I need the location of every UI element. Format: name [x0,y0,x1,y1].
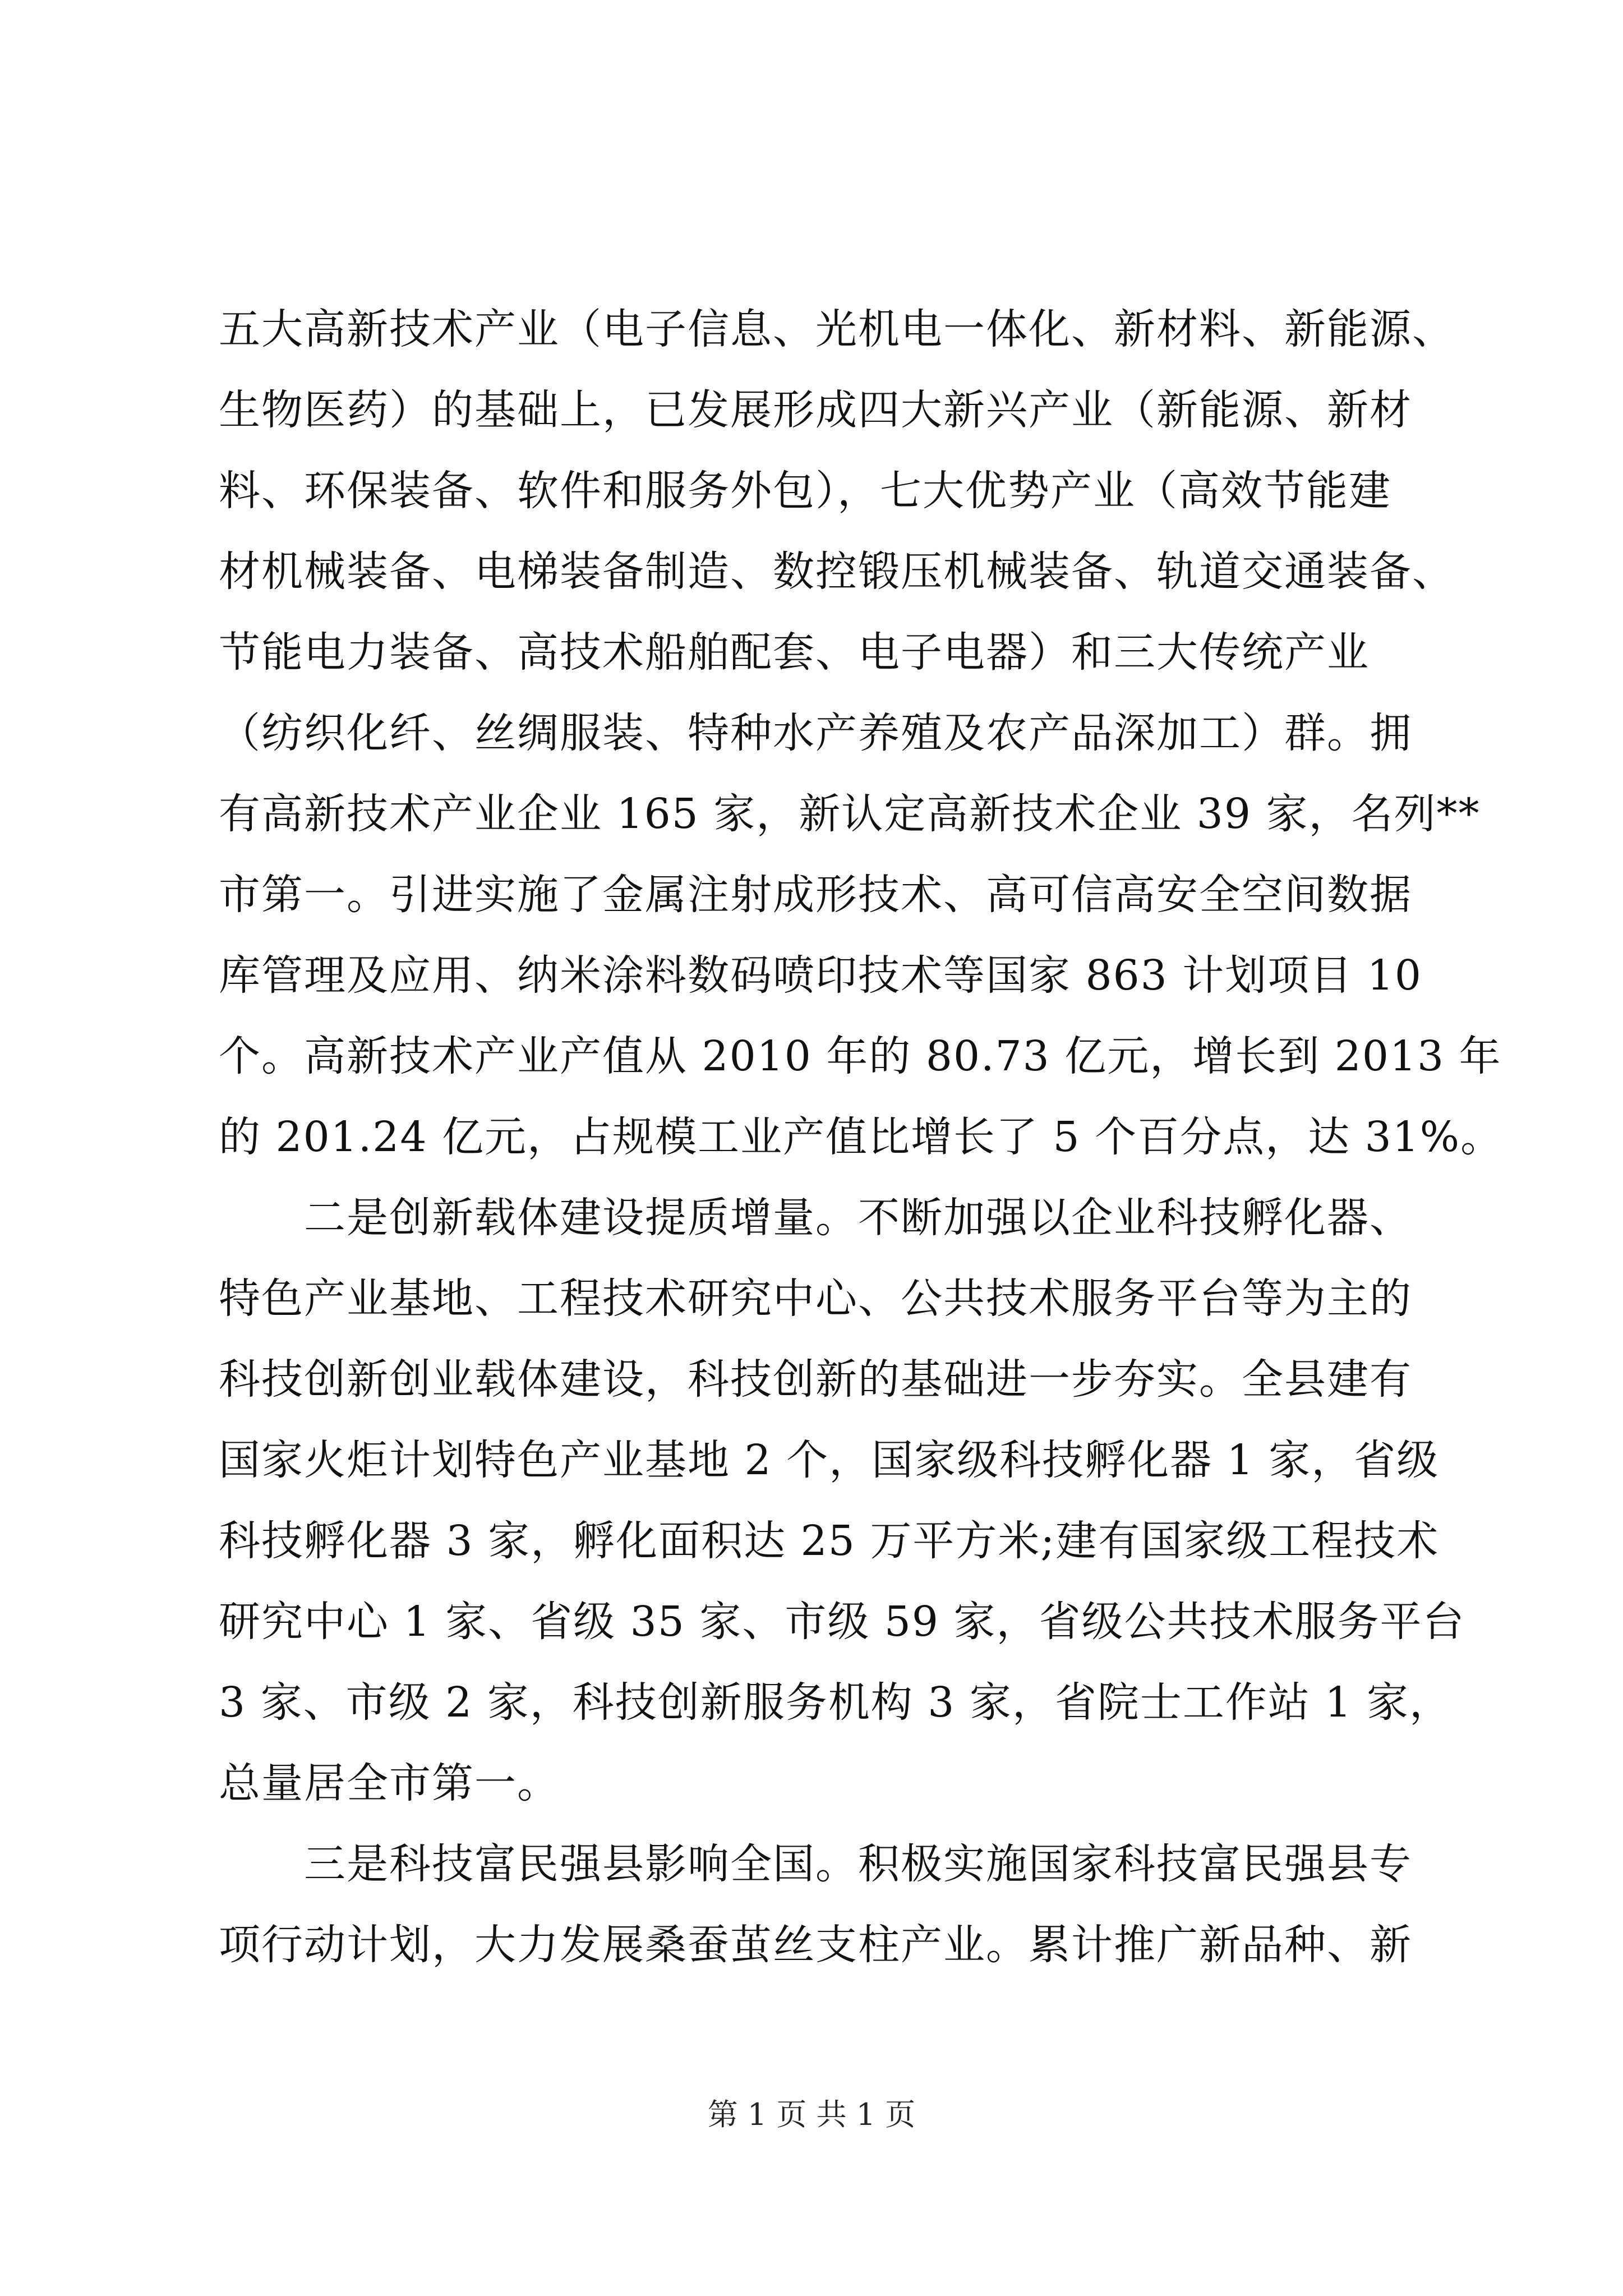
text-line: （纺织化纤、丝绸服装、特种水产养殖及农产品深加工）群。拥 [219,709,1412,757]
text-line: 市第一。引进实施了金属注射成形技术、高可信高安全空间数据 [219,871,1412,919]
paragraph-start-line: 二是创新载体建设提质增量。不断加强以企业科技孵化器、 [304,1194,1412,1242]
text-line: 生物医药）的基础上，已发展形成四大新兴产业（新能源、新材 [219,386,1412,434]
text-line: 的 201.24 亿元，占规模工业产值比增长了 5 个百分点，达 31%。 [219,1113,1504,1161]
text-line: 研究中心 1 家、省级 35 家、市级 59 家，省级公共技术服务平台 [219,1598,1465,1646]
text-line: 有高新技术产业企业 165 家，新认定高新技术企业 39 家，名列** [219,790,1481,838]
text-line: 国家火炬计划特色产业基地 2 个，国家级科技孵化器 1 家，省级 [219,1436,1440,1484]
text-line: 节能电力装备、高技术船舶配套、电子电器）和三大传统产业 [219,628,1370,677]
text-line: 科技孵化器 3 家，孵化面积达 25 万平方米;建有国家级工程技术 [219,1517,1440,1565]
text-line: 料、环保装备、软件和服务外包），七大优势产业（高效节能建 [219,467,1391,515]
text-line: 库管理及应用、纳米涂料数码喷印技术等国家 863 计划项目 10 [219,951,1422,1000]
document-body [219,289,1504,1985]
text-line: 个。高新技术产业产值从 2010 年的 80.73 亿元，增长到 2013 年 [219,1032,1502,1080]
text-line: 项行动计划，大力发展桑蚕茧丝支柱产业。累计推广新品种、新 [219,1921,1412,1969]
text-line: 材机械装备、电梯装备制造、数控锻压机械装备、轨道交通装备、 [219,547,1455,596]
text-line: 特色产业基地、工程技术研究中心、公共技术服务平台等为主的 [219,1274,1412,1323]
text-line: 科技创新创业载体建设，科技创新的基础进一步夯实。全县建有 [219,1355,1412,1404]
page-number-footer: 第 1 页 共 1 页 [707,2097,916,2132]
text-line: 五大高新技术产业（电子信息、光机电一体化、新材料、新能源、 [219,305,1455,353]
text-line: 总量居全市第一。 [219,1759,560,1807]
text-line: 3 家、市级 2 家，科技创新服务机构 3 家，省院士工作站 1 家， [219,1678,1452,1727]
paragraph-start-line: 三是科技富民强县影响全国。积极实施国家科技富民强县专 [304,1840,1412,1888]
